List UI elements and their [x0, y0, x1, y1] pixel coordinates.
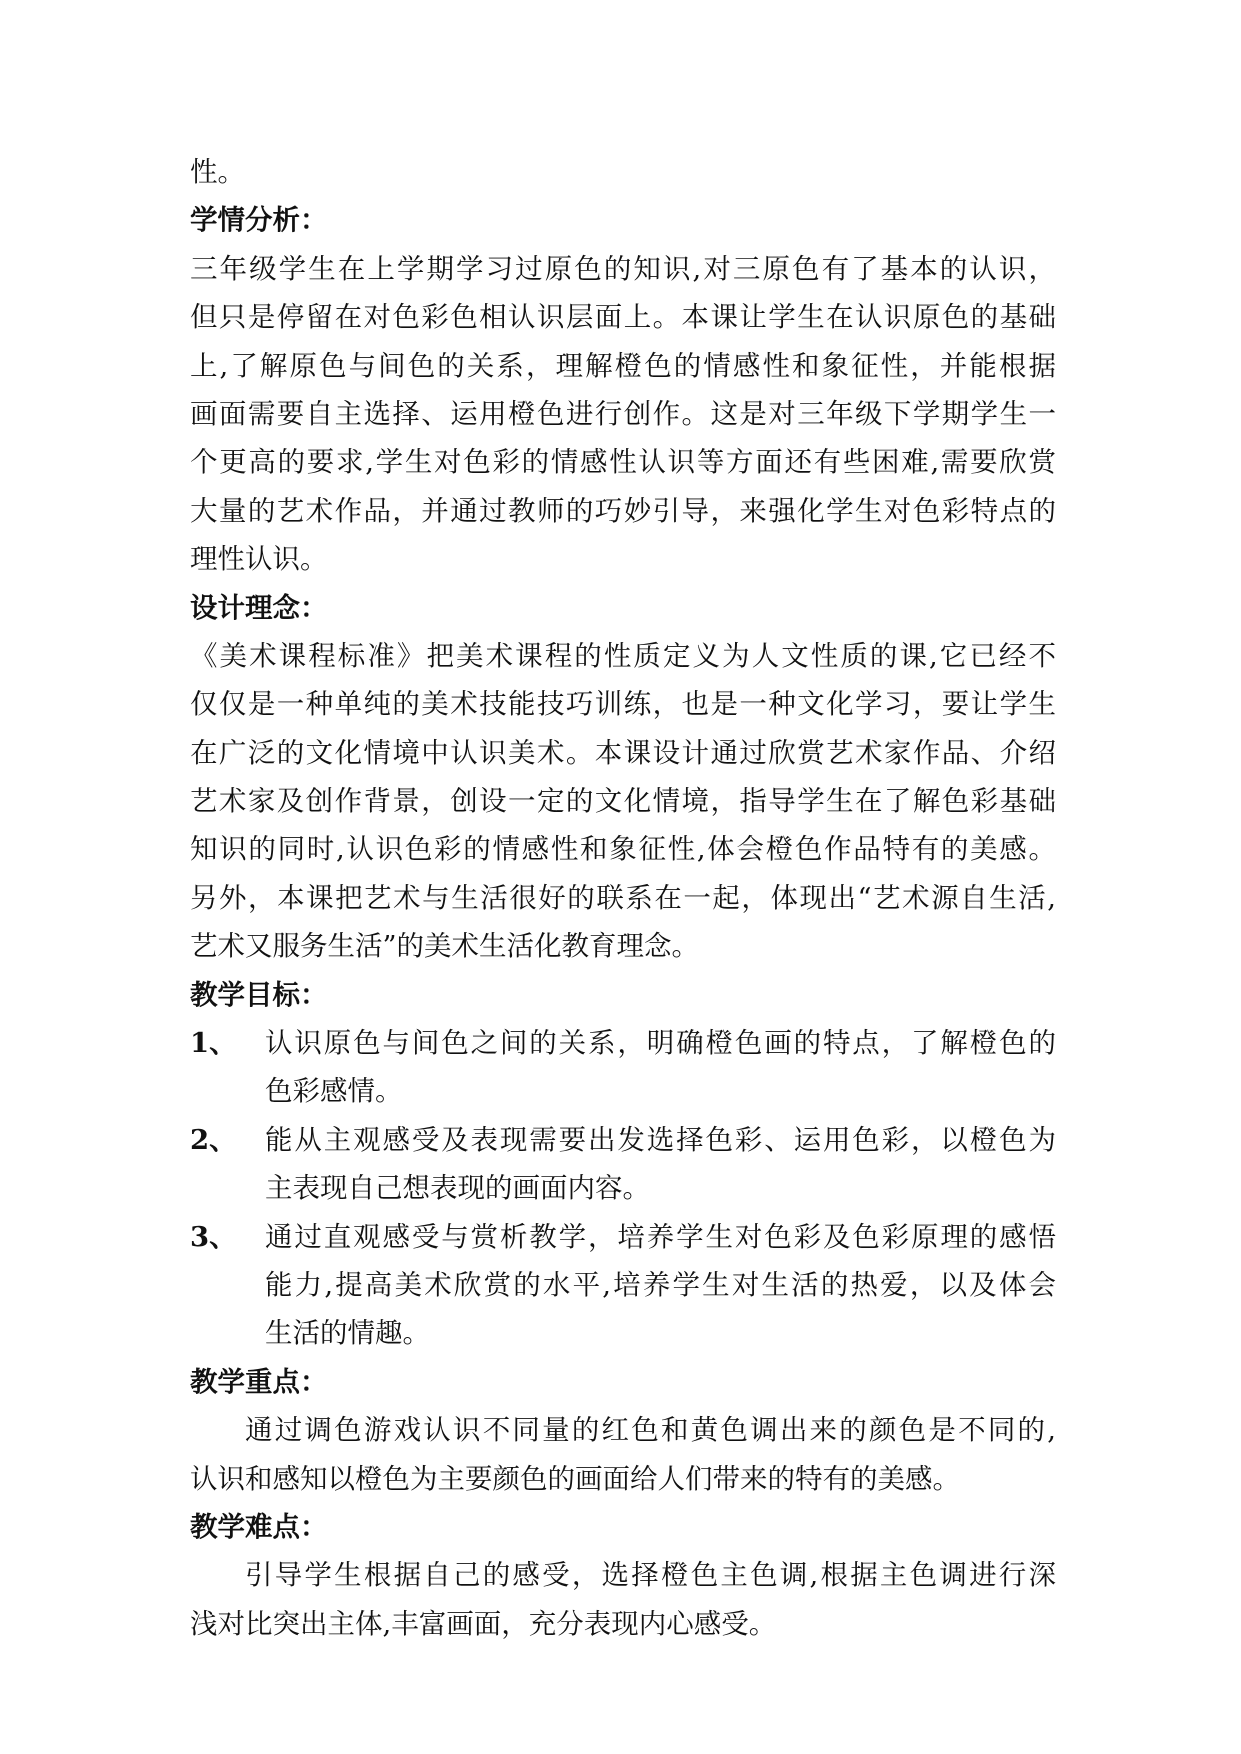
- goal-line: 主表现自己想表现的画面内容。: [265, 1172, 650, 1205]
- heading-design-concept: 设计理念：: [190, 591, 328, 624]
- goal-item-3: [190, 1213, 1056, 1358]
- goal-item-2: [190, 1116, 1056, 1213]
- goal-line: 认识原色与间色之间的关系，明确橙色画的特点，了解橙色的: [265, 1027, 1056, 1060]
- heading-teaching-goals: 教学目标：: [190, 978, 328, 1011]
- paragraph-line: 大量的艺术作品，并通过教师的巧妙引导，来强化学生对色彩特点的: [190, 494, 1056, 527]
- paragraph-line: 浅对比突出主体,丰富画面，充分表现内心感受。: [190, 1607, 777, 1640]
- paragraph-line: 三年级学生在上学期学习过原色的知识,对三原色有了基本的认识，: [190, 252, 1056, 285]
- continuation-line: 性。: [190, 156, 245, 188]
- paragraph-line: 认识和感知以橙色为主要颜色的画面给人们带来的特有的美感。: [190, 1462, 960, 1495]
- paragraph-line: 画面需要自主选择、运用橙色进行创作。这是对三年级下学期学生一: [190, 397, 1056, 430]
- goal-line: 色彩感情。: [265, 1075, 403, 1108]
- heading-student-analysis: 学情分析：: [190, 204, 328, 237]
- paragraph-line: 艺术又服务生活”的美术生活化教育理念。: [190, 930, 700, 963]
- goal-line: 能力,提高美术欣赏的水平,培养学生对生活的热爱，以及体会: [265, 1268, 1056, 1301]
- paragraph-line: 艺术家及创作背景，创设一定的文化情境，指导学生在了解色彩基础: [190, 785, 1056, 818]
- paragraph-line: 上,了解原色与间色的关系，理解橙色的情感性和象征性，并能根据: [190, 349, 1056, 382]
- goal-number: 3、: [190, 1220, 237, 1253]
- goal-line: 通过直观感受与赏析教学，培养学生对色彩及色彩原理的感悟: [265, 1220, 1056, 1253]
- goal-item-1: [190, 1019, 1056, 1116]
- heading-teaching-focus: 教学重点：: [190, 1365, 328, 1398]
- paragraph-line: 引导学生根据自己的感受，选择橙色主色调,根据主色调进行深: [245, 1559, 1056, 1592]
- paragraph-line: 知识的同时,认识色彩的情感性和象征性,体会橙色作品特有的美感。: [190, 833, 1056, 866]
- paragraph-line: 但只是停留在对色彩色相认识层面上。本课让学生在认识原色的基础: [190, 301, 1056, 334]
- document-page: [190, 148, 1056, 1648]
- heading-teaching-difficulty: 教学难点：: [190, 1510, 328, 1543]
- paragraph-line: 在广泛的文化情境中认识美术。本课设计通过欣赏艺术家作品、介绍: [190, 736, 1056, 769]
- paragraph-line: 《美术课程标准》把美术课程的性质定义为人文性质的课,它已经不: [190, 639, 1056, 672]
- goal-line: 能从主观感受及表现需要出发选择色彩、运用色彩，以橙色为: [265, 1123, 1056, 1156]
- paragraph-line: 另外，本课把艺术与生活很好的联系在一起，体现出“艺术源自生活,: [190, 881, 1056, 914]
- paragraph-line: 理性认识。: [190, 543, 328, 576]
- goal-number: 1、: [190, 1027, 237, 1060]
- goal-line: 生活的情趣。: [265, 1317, 430, 1350]
- paragraph-line: 仅仅是一种单纯的美术技能技巧训练，也是一种文化学习，要让学生: [190, 688, 1056, 721]
- paragraph-line: 个更高的要求,学生对色彩的情感性认识等方面还有些困难,需要欣赏: [190, 446, 1056, 479]
- paragraph-line: 通过调色游戏认识不同量的红色和黄色调出来的颜色是不同的,: [245, 1414, 1056, 1447]
- goal-number: 2、: [190, 1123, 237, 1156]
